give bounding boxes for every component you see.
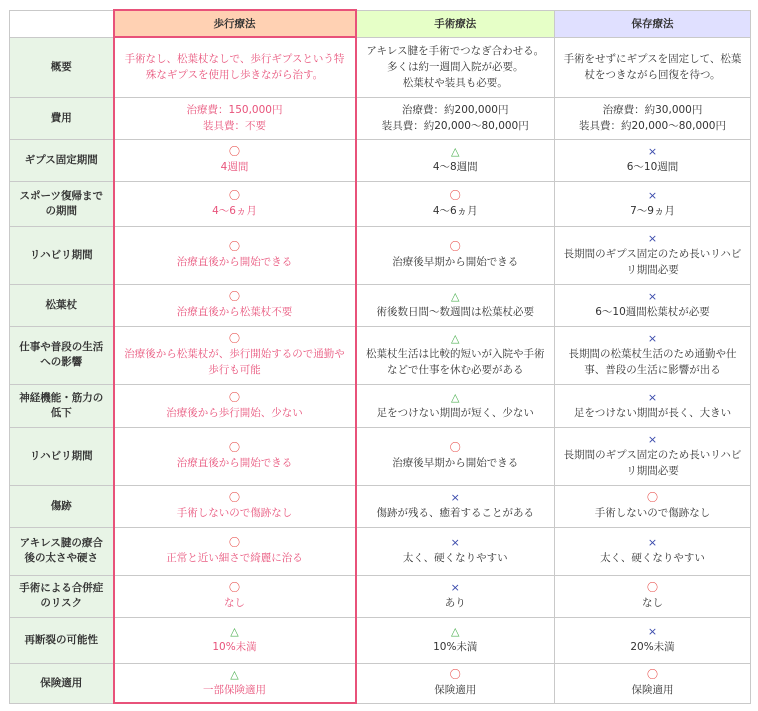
cell-text: 傷跡が残る、癒着することがある xyxy=(376,507,534,519)
triangle-icon: △ xyxy=(451,390,460,404)
cell-walking xyxy=(114,37,356,97)
cross-icon: × xyxy=(647,145,658,158)
circle-icon: 〇 xyxy=(229,441,240,454)
row-label: 費用 xyxy=(10,97,114,139)
table-row xyxy=(10,617,751,663)
triangle-icon: △ xyxy=(451,145,460,158)
cell-walking xyxy=(114,427,356,485)
circle-icon: 〇 xyxy=(229,491,240,504)
row-label: 概要 xyxy=(10,37,114,97)
comparison-table xyxy=(9,9,751,704)
cell-text: 治療費：約200,000円 装具費：約20,000〜80,000円 xyxy=(381,104,529,132)
cell-text: 治療費：約30,000円 装具費：約20,000〜80,000円 xyxy=(579,104,726,132)
cell-conservative xyxy=(555,663,751,703)
cell-surgical xyxy=(356,37,555,97)
row-label: 神経機能・筋力の低下 xyxy=(10,384,114,427)
cell-conservative xyxy=(555,427,751,485)
cell-text: 手術しないので傷跡なし xyxy=(594,507,711,519)
cross-icon: × xyxy=(647,290,658,303)
cell-surgical xyxy=(356,139,555,181)
row-label: アキレス腱の療合後の太さや硬さ xyxy=(10,527,114,575)
circle-icon: 〇 xyxy=(449,668,461,681)
cross-icon: × xyxy=(450,581,460,594)
triangle-icon: △ xyxy=(230,667,239,681)
cell-text: アキレス腱を手術でつなぎ合わせる。 多くは約一週間入院が必要。 松葉杖や装具も必要。 xyxy=(366,45,545,89)
cross-icon: × xyxy=(647,536,658,549)
cell-surgical xyxy=(356,284,555,326)
cross-icon: × xyxy=(647,433,658,446)
cell-conservative xyxy=(555,226,751,284)
cell-conservative xyxy=(555,384,751,427)
cell-surgical xyxy=(356,427,555,485)
cell-text: 治療直後から開始できる xyxy=(176,457,293,469)
circle-icon: 〇 xyxy=(449,240,461,253)
table-row xyxy=(10,37,751,97)
table-body xyxy=(10,37,751,703)
cell-surgical xyxy=(356,226,555,284)
cross-icon: × xyxy=(647,188,658,202)
cross-icon: × xyxy=(647,625,658,638)
cell-conservative xyxy=(555,326,751,384)
cell-walking xyxy=(114,663,356,703)
cell-text: なし xyxy=(642,597,663,609)
table-row xyxy=(10,384,751,427)
header-row xyxy=(10,10,751,37)
cell-text: 長期間の松葉杖生活のため通勤や仕事、普段の生活に影響が出る xyxy=(568,348,737,376)
cell-walking xyxy=(114,575,356,617)
cell-surgical xyxy=(356,181,555,226)
cell-text: 治療費：150,000円 装具費：不要 xyxy=(186,104,283,132)
header-conservative-therapy: 保存療法 xyxy=(555,10,751,37)
cell-text: 治療後早期から開始できる xyxy=(392,457,519,469)
cell-text: 6〜10週間 xyxy=(626,161,679,173)
triangle-icon: △ xyxy=(451,625,460,638)
circle-icon: 〇 xyxy=(229,188,240,202)
cell-surgical xyxy=(356,485,555,527)
cell-text: なし xyxy=(224,597,245,609)
cell-walking xyxy=(114,326,356,384)
cell-text: 10%未満 xyxy=(433,641,478,653)
cell-surgical xyxy=(356,384,555,427)
table-row xyxy=(10,575,751,617)
cell-text: 6〜10週間松葉杖が必要 xyxy=(595,306,710,318)
table-row xyxy=(10,427,751,485)
cell-conservative xyxy=(555,575,751,617)
cell-text: 太く、硬くなりやすい xyxy=(402,552,508,564)
cell-surgical xyxy=(356,527,555,575)
cell-text: 正常と近い細さで綺麗に治る xyxy=(166,552,303,564)
cell-walking xyxy=(114,617,356,663)
circle-icon: 〇 xyxy=(647,581,658,594)
cell-conservative xyxy=(555,284,751,326)
circle-icon: 〇 xyxy=(647,491,658,504)
cell-surgical xyxy=(356,617,555,663)
cell-conservative xyxy=(555,617,751,663)
row-label: 保険適用 xyxy=(10,663,114,703)
cross-icon: × xyxy=(647,332,658,345)
circle-icon: 〇 xyxy=(229,536,240,549)
cell-text: 太く、硬くなりやすい xyxy=(600,552,705,564)
circle-icon: 〇 xyxy=(229,332,240,345)
cell-text: 20%未満 xyxy=(630,641,675,653)
cell-text: 4〜8週間 xyxy=(432,161,478,173)
cell-text: 松葉杖生活は比較的短いが入院や手術などで仕事を休む必要がある xyxy=(366,348,545,376)
table-row xyxy=(10,226,751,284)
table-row xyxy=(10,97,751,139)
table-row xyxy=(10,139,751,181)
cell-walking xyxy=(114,527,356,575)
table-row xyxy=(10,663,751,703)
row-label: 松葉杖 xyxy=(10,284,114,326)
table-row xyxy=(10,181,751,226)
cell-surgical xyxy=(356,326,555,384)
cell-text: 治療後から歩行開始、少ない xyxy=(166,406,303,419)
cell-text: 7〜9ヵ月 xyxy=(630,204,675,217)
cell-text: 長期間のギプス固定のため長いリハビリ期間必要 xyxy=(563,449,742,477)
cell-conservative xyxy=(555,527,751,575)
triangle-icon: △ xyxy=(451,290,460,303)
cross-icon: × xyxy=(647,232,658,245)
circle-icon: 〇 xyxy=(449,188,461,202)
cell-conservative xyxy=(555,97,751,139)
circle-icon: 〇 xyxy=(229,581,240,594)
cell-walking xyxy=(114,485,356,527)
header-walking-therapy: 歩行療法 xyxy=(114,10,356,37)
cell-text: 4〜6ヵ月 xyxy=(212,204,257,217)
circle-icon: 〇 xyxy=(229,290,240,303)
cell-walking xyxy=(114,384,356,427)
row-label: ギプス固定期間 xyxy=(10,139,114,181)
cross-icon: × xyxy=(647,390,658,404)
cell-text: 足をつけない期間が短く、少ない xyxy=(376,406,534,419)
circle-icon: 〇 xyxy=(229,145,240,158)
cell-text: 手術なし、松葉杖なしで、歩行ギプスという特殊なギプスを使用し歩きながら治す。 xyxy=(124,53,345,82)
cross-icon: × xyxy=(450,536,460,549)
cell-conservative xyxy=(555,181,751,226)
cell-conservative xyxy=(555,37,751,97)
row-label: リハビリ期間 xyxy=(10,226,114,284)
cell-walking xyxy=(114,97,356,139)
cell-text: 手術しないので傷跡なし xyxy=(176,507,293,519)
row-label: 仕事や普段の生活への影響 xyxy=(10,326,114,384)
cell-walking xyxy=(114,226,356,284)
cell-walking xyxy=(114,181,356,226)
triangle-icon: △ xyxy=(230,625,239,638)
cell-conservative xyxy=(555,485,751,527)
cell-surgical xyxy=(356,663,555,703)
cell-text: 10%未満 xyxy=(212,641,257,653)
row-label: スポーツ復帰までの期間 xyxy=(10,181,114,226)
table-row xyxy=(10,527,751,575)
cell-text: 4〜6ヵ月 xyxy=(432,204,478,217)
cell-text: 一部保険適用 xyxy=(203,683,266,696)
cell-text: 4週間 xyxy=(220,161,249,173)
cell-text: 治療後早期から開始できる xyxy=(392,256,519,268)
triangle-icon: △ xyxy=(451,332,460,345)
row-label: リハビリ期間 xyxy=(10,427,114,485)
cell-text: 足をつけない期間が長く、大きい xyxy=(573,406,732,419)
cross-icon: × xyxy=(450,491,460,504)
cell-text: 保険適用 xyxy=(434,684,477,696)
row-label: 傷跡 xyxy=(10,485,114,527)
table-row xyxy=(10,284,751,326)
circle-icon: 〇 xyxy=(449,441,461,454)
cell-walking xyxy=(114,284,356,326)
row-label: 手術による合併症のリスク xyxy=(10,575,114,617)
cell-text: 長期間のギプス固定のため長いリハビリ期間必要 xyxy=(563,248,742,276)
cell-surgical xyxy=(356,575,555,617)
cell-text: 治療直後から開始できる xyxy=(176,256,293,268)
header-corner xyxy=(10,10,114,37)
row-label: 再断裂の可能性 xyxy=(10,617,114,663)
cell-text: 治療後から松葉杖が、歩行開始するので通勤や歩行も可能 xyxy=(124,348,345,376)
header-surgical-therapy: 手術療法 xyxy=(356,10,555,37)
circle-icon: 〇 xyxy=(229,240,240,253)
cell-text: 手術をせずにギプスを固定して、松葉杖をつきながら回復を待つ。 xyxy=(563,53,742,81)
cell-walking xyxy=(114,139,356,181)
circle-icon: 〇 xyxy=(647,668,658,681)
table-row xyxy=(10,326,751,384)
cell-conservative xyxy=(555,139,751,181)
cell-text: 術後数日間〜数週間は松葉杖必要 xyxy=(376,306,534,318)
circle-icon: 〇 xyxy=(229,390,240,404)
table-row xyxy=(10,485,751,527)
cell-text: 保険適用 xyxy=(631,684,674,696)
cell-text: 治療直後から松葉杖不要 xyxy=(176,306,293,318)
cell-surgical xyxy=(356,97,555,139)
cell-text: あり xyxy=(444,597,466,609)
